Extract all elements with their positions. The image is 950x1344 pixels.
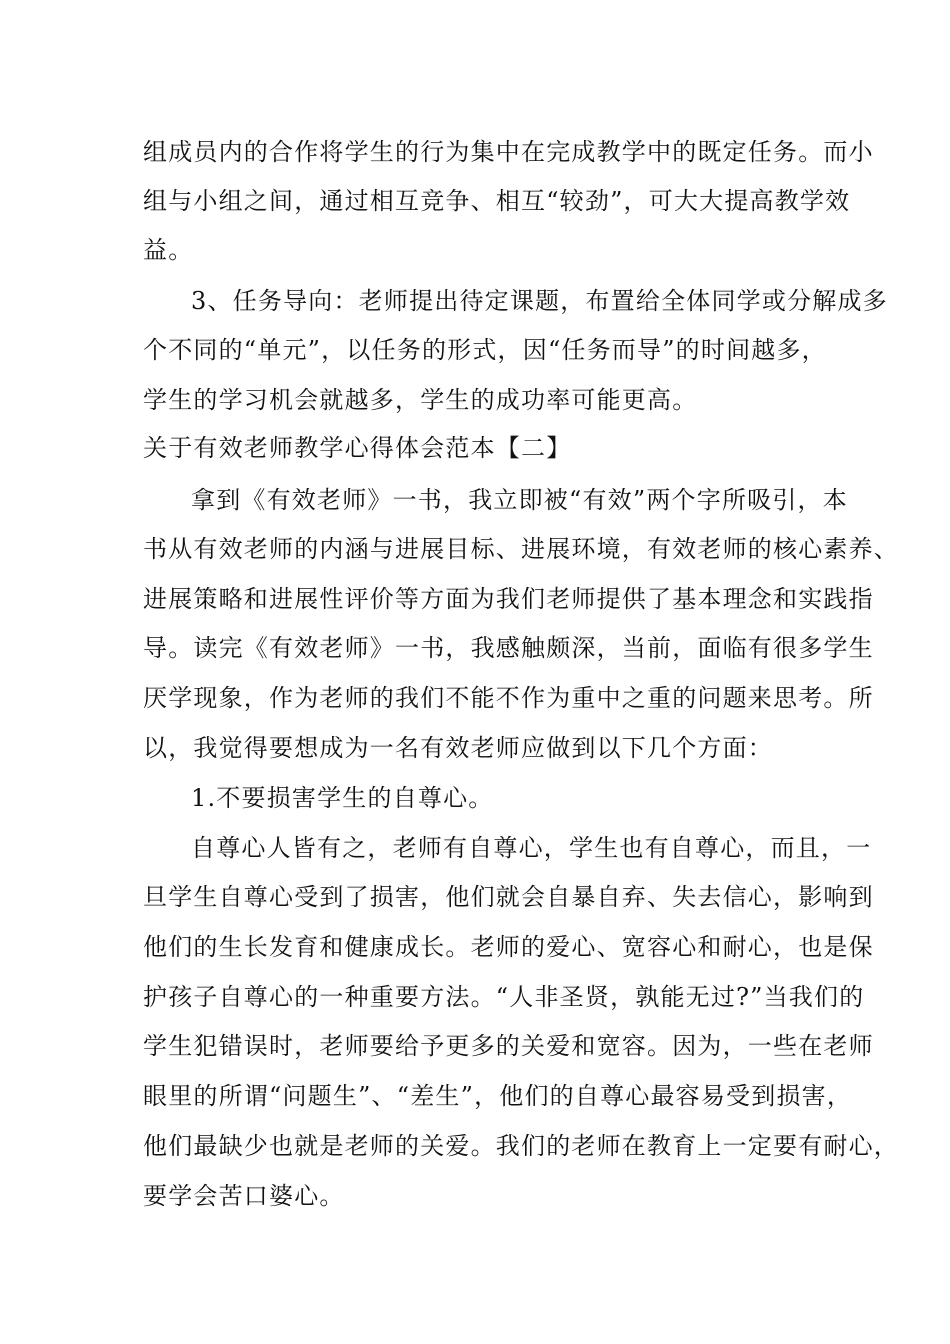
paragraph-line: 书从有效老师的内涵与进展目标、进展环境，有效老师的核心素养、 [143,535,899,563]
paragraph-line: 个不同的“单元”，以任务的形式，因“任务而导”的时间越多， [143,336,827,364]
paragraph-line: 益。 [143,236,194,264]
paragraph-line: 组成员内的合作将学生的行为集中在完成教学中的既定任务。而小 [143,138,874,166]
paragraph-line: 3、任务导向：老师提出待定课题，布置给全体同学或分解成多 [191,287,888,315]
paragraph-line: 他们最缺少也就是老师的关爱。我们的老师在教育上一定要有耐心， [143,1132,899,1160]
paragraph-line: 护孩子自尊心的一种重要方法。“人非圣贤，孰能无过?”当我们的 [143,983,865,1011]
paragraph-line: 厌学现象，作为老师的我们不能不作为重中之重的问题来思考。所 [143,684,874,712]
paragraph-line: 要学会苦口婆心。 [143,1182,345,1210]
paragraph-line: 拿到《有效老师》一书，我立即被“有效”两个字所吸引，本 [191,486,848,514]
paragraph-line: 导。读完《有效老师》一书，我感触颇深，当前，面临有很多学生 [143,634,874,662]
paragraph-line: 旦学生自尊心受到了损害，他们就会自暴自弃、失去信心，影响到 [143,883,874,911]
paragraph-line: 组与小组之间，通过相互竞争、相互“较劲”，可大大提高教学效 [143,187,851,215]
paragraph-line: 学生的学习机会就越多，学生的成功率可能更高。 [143,386,698,414]
paragraph-line: 眼里的所谓“问题生”、“差生”，他们的自尊心最容易受到损害， [143,1082,853,1110]
paragraph-line: 他们的生长发育和健康成长。老师的爱心、宽容心和耐心，也是保 [143,933,874,961]
paragraph-line: 以，我觉得要想成为一名有效老师应做到以下几个方面： [143,734,773,762]
section-heading: 关于有效老师教学心得体会范本【二】 [143,434,572,462]
paragraph-line: 学生犯错误时，老师要给予更多的关爱和宽容。因为，一些在老师 [143,1032,874,1060]
paragraph-line: 自尊心人皆有之，老师有自尊心，学生也有自尊心，而且，一 [191,834,872,862]
list-item-heading: 1.不要损害学生的自尊心。 [191,784,494,812]
paragraph-line: 进展策略和进展性评价等方面为我们老师提供了基本理念和实践指 [143,585,874,613]
